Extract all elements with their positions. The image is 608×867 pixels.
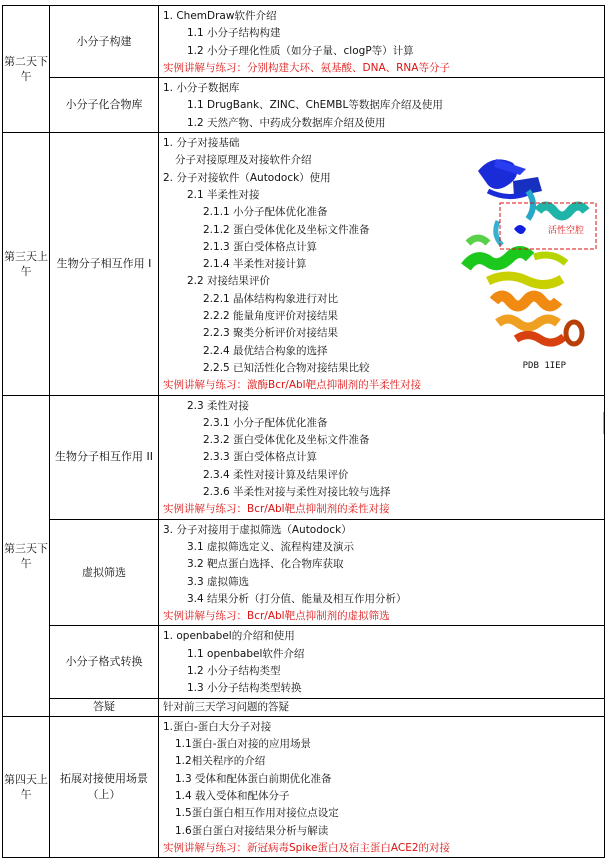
content-cell (159, 626, 605, 698)
list-item: 1. ChemDraw软件介绍 (163, 10, 277, 22)
list-item: 1.6蛋白蛋白对接结果分析与解读 (175, 824, 329, 837)
list-item: 1.4 载入受体和配体分子 (175, 790, 290, 803)
list-item: 3. 分子对接用于虚拟筛选（Autodock） (163, 523, 352, 536)
list-item: 2.2.2 能量角度评价对接结果 (203, 310, 339, 323)
list-item: 2.1.3 蛋白受体格点计算 (203, 240, 318, 253)
figure-caption: PDB 1IEP (522, 361, 566, 372)
table-row (3, 78, 605, 133)
list-item: 1.5蛋白蛋白相互作用对接位点设定 (175, 807, 339, 820)
list-item: 2.2.3 聚类分析评价对接结果 (203, 327, 339, 340)
content-cell (159, 716, 605, 857)
exercise-text: 实例讲解与练习：Bcr/Abl靶点抑制剂的柔性对接 (163, 503, 390, 516)
list-item: 1.1 DrugBank、ZINC、ChEMBL等数据库介绍及使用 (187, 99, 443, 112)
page-edge-marker (603, 412, 608, 434)
list-item: 2.1.1 小分子配体优化准备 (203, 206, 328, 219)
day-cell: 第二天下午 (3, 6, 50, 133)
table-row (3, 133, 605, 395)
list-item: 2.2.5 已知活性化合物对接结果比较 (203, 361, 370, 374)
list-item: 1.2相关程序的介绍 (175, 755, 266, 768)
list-item: 2.3.6 半柔性对接与柔性对接比较与选择 (203, 486, 391, 499)
list-item: 分子对接原理及对接软件介绍 (175, 154, 312, 167)
cavity-label: 活性空腔 (548, 226, 585, 237)
topic-cell: 小分子格式转换 (50, 626, 159, 698)
list-item: 2.3.2 蛋白受体优化及坐标文件准备 (203, 434, 370, 447)
table-row (3, 519, 605, 626)
list-item: 针对前三天学习问题的答疑 (163, 700, 289, 713)
list-item: 3.3 虚拟筛选 (187, 575, 250, 588)
list-item: 2.1 半柔性对接 (187, 188, 260, 201)
table-row (3, 698, 605, 716)
content-cell (159, 395, 605, 519)
topic-cell: 小分子构建 (50, 6, 159, 78)
list-item: 3.2 靶点蛋白选择、化合物库获取 (187, 558, 344, 571)
list-item: 2. 分子对接软件（Autodock）使用 (163, 171, 331, 184)
table-row (3, 6, 605, 78)
exercise-text: 实例讲解与练习：Bcr/Abl靶点抑制剂的虚拟筛选 (163, 610, 390, 623)
list-item: 2.3 柔性对接 (187, 399, 250, 412)
list-item: 2.3.4 柔性对接计算及结果评价 (203, 468, 349, 481)
list-item: 1.1 小分子结构构建 (187, 27, 281, 40)
list-item: 1.蛋白-蛋白大分子对接 (163, 720, 272, 733)
list-item: 1.1 openbabel软件介绍 (187, 647, 305, 660)
table-row (3, 626, 605, 698)
list-item: 3.1 虚拟筛选定义、流程构建及演示 (187, 540, 355, 553)
topic-cell: 答疑 (50, 698, 159, 716)
table-row (3, 716, 605, 857)
list-item: 2.1.4 半柔性对接计算 (203, 258, 307, 271)
list-item: 2.2 对接结果评价 (187, 275, 271, 288)
exercise-text: 实例讲解与练习：分别构建大环、氨基酸、DNA、RNA等分子 (163, 61, 450, 74)
list-item: 1. openbabel的介绍和使用 (163, 630, 295, 643)
content-cell (159, 698, 605, 716)
protein-structure-image (458, 151, 598, 361)
list-item: 1.1蛋白-蛋白对接的应用场景 (175, 738, 311, 751)
list-item: 1.2 天然产物、中药成分数据库介绍及使用 (187, 116, 386, 129)
exercise-text: 实例讲解与练习：激酶Bcr/Abl靶点抑制剂的半柔性对接 (163, 379, 422, 392)
list-item: 1. 小分子数据库 (163, 82, 240, 95)
list-item: 2.2.4 最优结合构象的选择 (203, 344, 328, 357)
list-item: 2.2.1 晶体结构构象进行对比 (203, 292, 339, 305)
topic-cell: 虚拟筛选 (50, 519, 159, 626)
content-cell (159, 78, 605, 133)
day-cell: 第四天上午 (3, 716, 50, 857)
list-item: 1. 分子对接基础 (163, 137, 240, 150)
list-item: 1.3 受体和配体蛋白前期优化准备 (175, 772, 332, 785)
list-item: 1.2 小分子理化性质（如分子量、clogP等）计算 (187, 44, 414, 57)
schedule-table (2, 5, 605, 858)
content-cell (159, 133, 605, 395)
table-row (3, 395, 605, 519)
list-item: 1.3 小分子结构类型转换 (187, 682, 302, 695)
content-cell (159, 519, 605, 626)
topic-cell: 生物分子相互作用 I (50, 133, 159, 395)
day-cell: 第三天上午 (3, 133, 50, 395)
topic-cell: 拓展对接使用场景（上） (50, 716, 159, 857)
list-item: 1.2 小分子结构类型 (187, 664, 281, 677)
list-item: 2.3.1 小分子配体优化准备 (203, 416, 328, 429)
list-item: 3.4 结果分析（打分值、能量及相互作用分析） (187, 592, 407, 605)
content-cell (159, 6, 605, 78)
exercise-text: 实例讲解与练习：新冠病毒Spike蛋白及宿主蛋白ACE2的对接 (163, 841, 451, 854)
topic-cell: 生物分子相互作用 II (50, 395, 159, 519)
course-schedule (2, 5, 605, 858)
day-cell: 第三天下午 (3, 395, 50, 716)
list-item: 2.1.2 蛋白受体优化及坐标文件准备 (203, 223, 370, 236)
topic-cell: 小分子化合物库 (50, 78, 159, 133)
list-item: 2.3.3 蛋白受体格点计算 (203, 451, 318, 464)
